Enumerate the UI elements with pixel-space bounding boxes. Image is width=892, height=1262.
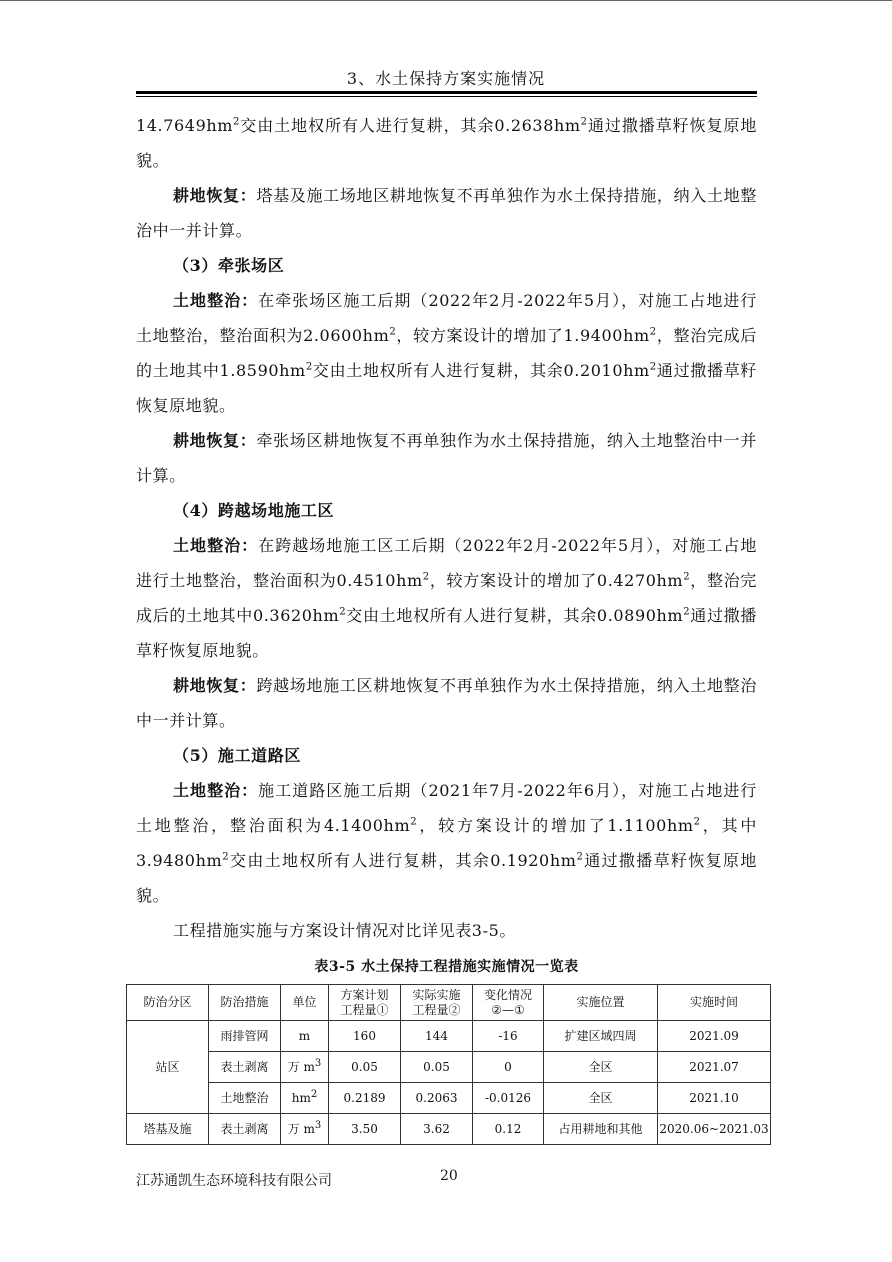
footer-company: 江苏通凯生态环境科技有限公司 bbox=[136, 1173, 332, 1189]
measure-cell: 雨排管网 bbox=[209, 1021, 281, 1052]
paragraph: 耕地恢复：塔基及施工场地区耕地恢复不再单独作为水土保持措施，纳入土地整治中一并计算。 bbox=[136, 186, 757, 240]
zone-cell: 塔基及施 bbox=[127, 1114, 209, 1145]
header-cell: 实施时间 bbox=[658, 985, 771, 1021]
table-header-row bbox=[127, 985, 771, 1021]
paragraph: 土地整治：在牵张场区施工后期（2022年2月-2022年5月），对施工占地进行土地整治，整治面积为$2.0600hm^2$，较方案设计的增加了$1.9400hm^2$，整治完成后的土地其中$1.8590hm^2$交由土地权所有人进行复耕，其余$0.2010hm^2$通过撒播草籽恢复原地貌。 bbox=[136, 291, 757, 415]
page-top-border bbox=[0, 0, 892, 1]
paragraph: $14.7649hm^2$交由土地权所有人进行复耕，其余$0.2638hm^2$通过撒播草籽恢复原地貌。 bbox=[136, 116, 757, 170]
header-cell: 防治分区 bbox=[127, 985, 209, 1021]
page-number: 20 bbox=[440, 1168, 458, 1184]
measure-cell: 土地整治 bbox=[209, 1083, 281, 1114]
location-cell: 全区 bbox=[544, 1083, 658, 1114]
change-cell: 0.12 bbox=[473, 1114, 544, 1145]
location-cell: 扩建区域四周 bbox=[544, 1021, 658, 1052]
section-heading: （4）跨越场地施工区 bbox=[173, 501, 335, 520]
unit-cell: 万 $m^3$ bbox=[281, 1114, 329, 1145]
paragraph-label: 土地整治： bbox=[173, 291, 259, 310]
time-cell: 2021.10 bbox=[658, 1083, 771, 1114]
header-cell: 单位 bbox=[281, 985, 329, 1021]
header-cell: 方案计划 工程量① bbox=[329, 985, 401, 1021]
paragraph-label: 耕地恢复： bbox=[173, 186, 257, 205]
time-cell: 2021.09 bbox=[658, 1021, 771, 1052]
header-rule-thin bbox=[136, 96, 757, 97]
change-cell: 0 bbox=[473, 1052, 544, 1083]
paragraph-label: 耕地恢复： bbox=[173, 431, 257, 450]
plan-cell: 3.50 bbox=[329, 1114, 401, 1145]
header-cell: 实施位置 bbox=[544, 985, 658, 1021]
plan-cell: 0.05 bbox=[329, 1052, 401, 1083]
unit-cell: $hm^2$ bbox=[281, 1083, 329, 1114]
table-row bbox=[127, 1052, 771, 1083]
paragraph: 土地整治：在跨越场地施工区工后期（2022年2月-2022年5月），对施工占地进行土地整治，整治面积为$0.4510hm^2$，较方案设计的增加了$0.4270hm^2$，整治完成后的土地其中$0.3620hm^2$交由土地权所有人进行复耕，其余$0.0890hm^2$通过撒播草籽恢复原地貌。 bbox=[136, 536, 757, 660]
location-cell: 占用耕地和其他 bbox=[544, 1114, 658, 1145]
table-row bbox=[127, 1114, 771, 1145]
section-heading: （5）施工道路区 bbox=[173, 746, 301, 765]
paragraph-label: 土地整治： bbox=[173, 536, 259, 555]
unit-cell: 万 $m^3$ bbox=[281, 1052, 329, 1083]
plan-cell: 160 bbox=[329, 1021, 401, 1052]
actual-cell: 144 bbox=[401, 1021, 473, 1052]
measure-cell: 表土剥离 bbox=[209, 1052, 281, 1083]
location-cell: 全区 bbox=[544, 1052, 658, 1083]
section-heading: （3）牵张场区 bbox=[173, 256, 285, 275]
time-cell: 2020.06~2021.03 bbox=[658, 1114, 771, 1145]
header-cell: 变化情况 ②—① bbox=[473, 985, 544, 1021]
header-cell: 实际实施 工程量② bbox=[401, 985, 473, 1021]
actual-cell: 0.2063 bbox=[401, 1083, 473, 1114]
zone-cell: 站区 bbox=[127, 1021, 209, 1114]
measures-table bbox=[126, 984, 771, 1145]
paragraph-label: 耕地恢复： bbox=[173, 676, 257, 695]
change-cell: -16 bbox=[473, 1021, 544, 1052]
paragraph-label: 土地整治： bbox=[173, 781, 259, 800]
paragraph: 耕地恢复：跨越场地施工区耕地恢复不再单独作为水土保持措施，纳入土地整治中一并计算。 bbox=[136, 676, 757, 730]
table-row bbox=[127, 1021, 771, 1052]
actual-cell: 3.62 bbox=[401, 1114, 473, 1145]
header-rule-thick bbox=[136, 91, 757, 94]
paragraph: 工程措施实施与方案设计情况对比详见表3-5。 bbox=[173, 921, 516, 940]
running-header-title: 3、水土保持方案实施情况 bbox=[346, 69, 546, 88]
table-caption: 表3-5 水土保持工程措施实施情况一览表 bbox=[314, 959, 579, 975]
paragraph: 耕地恢复：牵张场区耕地恢复不再单独作为水土保持措施，纳入土地整治中一并计算。 bbox=[136, 431, 757, 485]
table-row bbox=[127, 1083, 771, 1114]
plan-cell: 0.2189 bbox=[329, 1083, 401, 1114]
header-cell: 防治措施 bbox=[209, 985, 281, 1021]
unit-cell: m bbox=[281, 1021, 329, 1052]
change-cell: -0.0126 bbox=[473, 1083, 544, 1114]
time-cell: 2021.07 bbox=[658, 1052, 771, 1083]
measure-cell: 表土剥离 bbox=[209, 1114, 281, 1145]
body-text bbox=[136, 108, 757, 948]
paragraph: 土地整治：施工道路区施工后期（2021年7月-2022年6月），对施工占地进行土地整治，整治面积为$4.1400hm^2$，较方案设计的增加了$1.1100hm^2$，其中$3.9480hm^2$交由土地权所有人进行复耕，其余$0.1920hm^2$通过撒播草籽恢复原地貌。 bbox=[136, 781, 757, 905]
actual-cell: 0.05 bbox=[401, 1052, 473, 1083]
